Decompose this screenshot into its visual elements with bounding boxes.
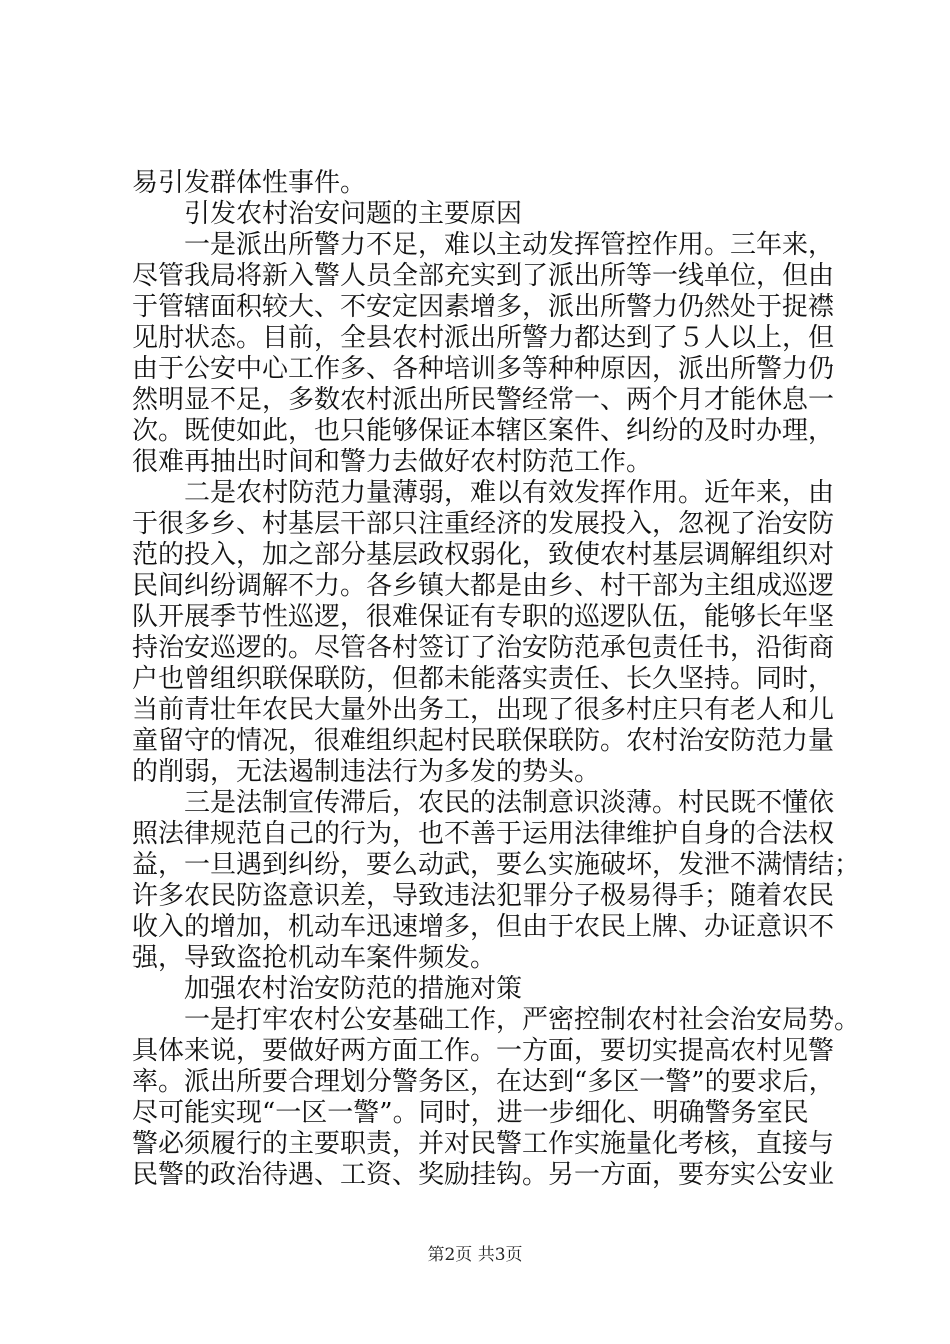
text-line: 警必须履行的主要职责，并对民警工作实施量化考核，直接与 [132,1129,835,1159]
text-line: 很难再抽出时间和警力去做好农村防范工作。 [132,447,653,477]
text-line: 益，一旦遇到纠纷，要么动武，要么实施破坏，发泄不满情结； [132,850,861,880]
text-line: 民间纠纷调解不力。各乡镇大都是由乡、村干部为主组成巡逻 [132,571,835,601]
text-line: 许多农民防盗意识差，导致违法犯罪分子极易得手；随着农民 [132,881,835,911]
text-line: 加强农村治安防范的措施对策 [132,974,523,1004]
text-line: 的削弱，无法遏制违法行为多发的势头。 [132,757,601,787]
text-line: 一是派出所警力不足，难以主动发挥管控作用。三年来， [132,230,835,260]
text-line: 持治安巡逻的。尽管各村签订了治安防范承包责任书，沿街商 [132,633,835,663]
text-line: 于管辖面积较大、不安定因素增多，派出所警力仍然处于捉襟 [132,292,835,322]
text-line: 童留守的情况，很难组织起村民联保联防。农村治安防范力量 [132,726,835,756]
text-line: 具体来说，要做好两方面工作。一方面，要切实提高农村见警 [132,1036,835,1066]
text-line: 强，导致盗抢机动车案件频发。 [132,943,497,973]
text-line: 收入的增加，机动车迅速增多，但由于农民上牌、办证意识不 [132,912,835,942]
text-line: 三是法制宣传滞后，农民的法制意识淡薄。村民既不懂依 [132,788,835,818]
text-line: 队开展季节性巡逻，很难保证有专职的巡逻队伍，能够长年坚 [132,602,835,632]
text-line: 引发农村治安问题的主要原因 [132,199,523,229]
page-footer: 第2页 共3页 [427,1245,523,1265]
text-line: 照法律规范自己的行为，也不善于运用法律维护自身的合法权 [132,819,835,849]
text-line: 户也曾组织联保联防，但都未能落实责任、长久坚持。同时， [132,664,835,694]
text-line: 易引发群体性事件。 [132,168,367,198]
text-line: 当前青壮年农民大量外出务工，出现了很多村庄只有老人和儿 [132,695,835,725]
text-line: 二是农村防范力量薄弱，难以有效发挥作用。近年来，由 [132,478,835,508]
text-line: 见肘状态。目前，全县农村派出所警力都达到了５人以上，但 [132,323,835,353]
text-line: 民警的政治待遇、工资、奖励挂钩。另一方面，要夯实公安业 [132,1160,835,1190]
text-line: 然明显不足，多数农村派出所民警经常一、两个月才能休息一 [132,385,835,415]
text-line: 一是打牢农村公安基础工作，严密控制农村社会治安局势。 [132,1005,861,1035]
text-line: 率。派出所要合理划分警务区，在达到“多区一警”的要求后， [132,1067,835,1097]
text-line: 尽可能实现“一区一警”。同时，进一步细化、明确警务室民 [132,1098,809,1128]
document-body [132,168,862,1191]
text-line: 尽管我局将新入警人员全部充实到了派出所等一线单位，但由 [132,261,835,291]
text-line: 于很多乡、村基层干部只注重经济的发展投入，忽视了治安防 [132,509,835,539]
text-line: 次。既使如此，也只能够保证本辖区案件、纠纷的及时办理， [132,416,835,446]
text-line: 范的投入，加之部分基层政权弱化，致使农村基层调解组织对 [132,540,835,570]
text-line: 由于公安中心工作多、各种培训多等种种原因，派出所警力仍 [132,354,835,384]
